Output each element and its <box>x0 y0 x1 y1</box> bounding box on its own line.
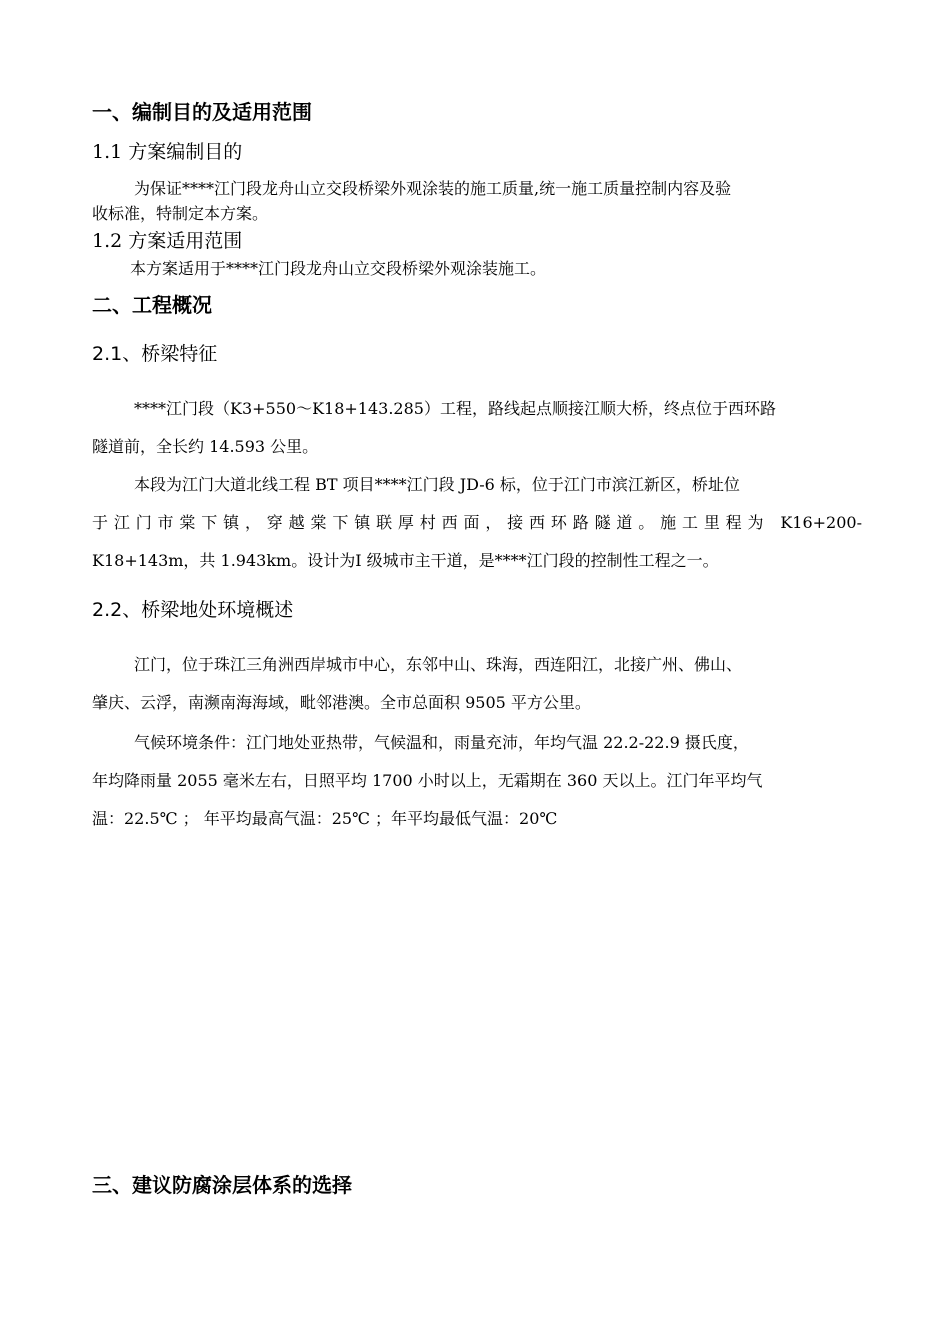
paragraph-line: 气候环境条件：江门地处亚热带，气候温和，雨量充沛，年均气温 22.2-22.9 摄氏度， <box>134 733 749 752</box>
paragraph-line: 为保证****江门段龙舟山立交段桥梁外观涂装的施工质量,统一施工质量控制内容及验 <box>134 179 732 198</box>
paragraph-line: K18+143m，共 1.943km。设计为Ⅰ 级城市主干道，是****江门段的控制性工程之一。 <box>92 551 719 570</box>
paragraph-line: 隧道前，全长约 14.593 公里。 <box>92 437 319 456</box>
paragraph-line: 肇庆、云浮，南濒南海海域，毗邻港澳。全市总面积 9505 平方公里。 <box>92 693 591 712</box>
section-1-2-paragraph <box>92 256 862 281</box>
section-2-heading: 二、工程概况 <box>92 293 212 317</box>
paragraph-line: 温：22.5℃ ； 年平均最高气温：25℃ ；年平均最低气温：20℃ <box>92 809 558 828</box>
section-2-1-paragraph-1 <box>92 390 862 466</box>
section-2-2-paragraph-2 <box>92 724 862 838</box>
section-1-heading: 一、编制目的及适用范围 <box>92 100 312 124</box>
paragraph-line: 本方案适用于****江门段龙舟山立交段桥梁外观涂装施工。 <box>130 259 547 278</box>
section-1-2-heading: 1.2 方案适用范围 <box>92 230 243 252</box>
section-2-1-heading: 2.1、桥梁特征 <box>92 343 218 365</box>
paragraph-line: 本段为江门大道北线工程 BT 项目****江门段 JD-6 标，位于江门市滨江新区，桥址位 <box>134 475 740 494</box>
paragraph-line: 江门，位于珠江三角洲西岸城市中心，东邻中山、珠海，西连阳江，北接广州、佛山、 <box>134 655 743 674</box>
paragraph-line: 年均降雨量 2055 毫米左右，日照平均 1700 小时以上，无霜期在 360 天以上。江门年平均气 <box>92 771 763 790</box>
section-2-1-paragraph-2 <box>92 466 862 580</box>
section-3-heading: 三、建议防腐涂层体系的选择 <box>92 1173 352 1197</box>
section-1-1-heading: 1.1 方案编制目的 <box>92 141 243 163</box>
paragraph-line: 于江门市棠下镇，穿越棠下镇联厚村西面，接西环路隧道。施工里程为 K16+200- <box>92 513 862 532</box>
section-1-1-paragraph <box>92 176 862 226</box>
paragraph-line: 收标准，特制定本方案。 <box>92 204 269 223</box>
paragraph-line: ****江门段（K3+550～K18+143.285）工程，路线起点顺接江顺大桥，终点位于西环路 <box>134 399 776 418</box>
section-2-2-heading: 2.2、桥梁地处环境概述 <box>92 599 294 621</box>
section-2-2-paragraph-1 <box>92 646 862 722</box>
